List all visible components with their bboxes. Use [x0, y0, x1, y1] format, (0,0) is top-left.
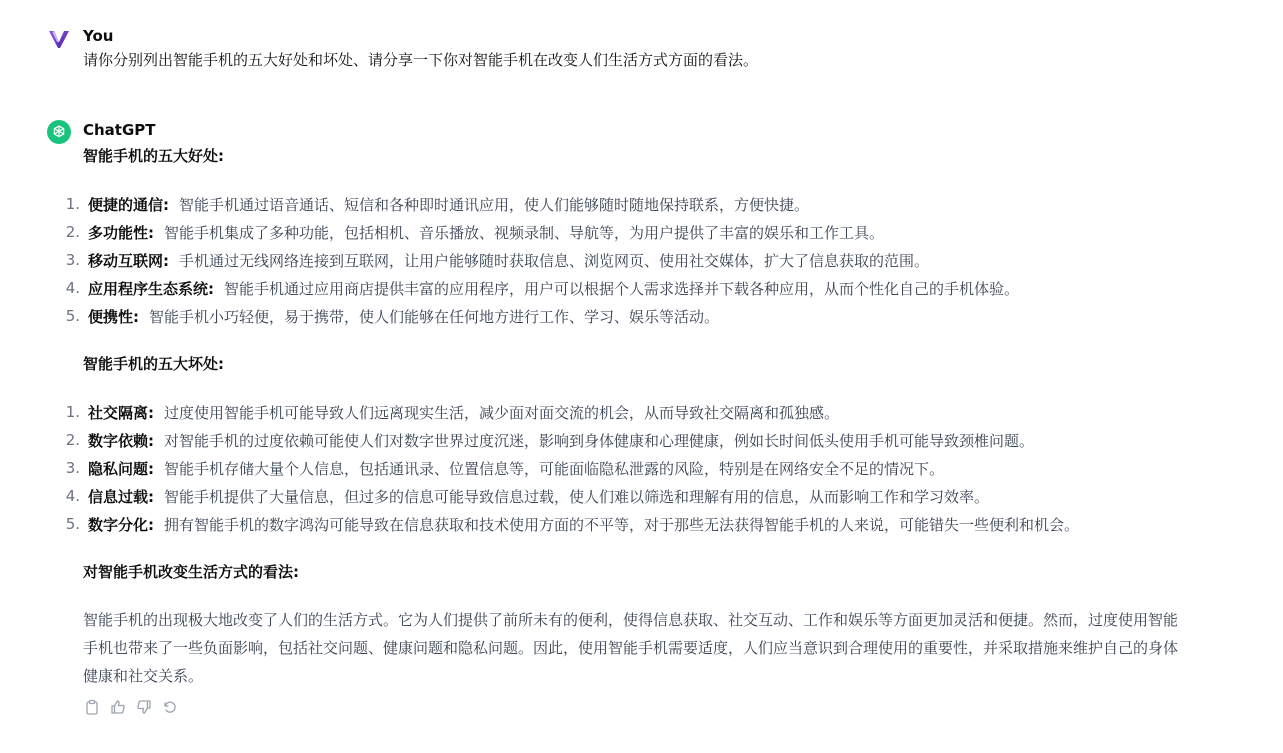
benefit-item — [60, 274, 1019, 302]
opinion-heading: 对智能手机改变生活方式的看法: — [83, 563, 300, 581]
drawback-desc: 对智能手机的过度依赖可能使人们对数字世界过度沉迷，影响到身体健康和心理健康，例如长时间低头使用手机可能导致颈椎问题。 — [164, 431, 1035, 450]
user-avatar — [47, 27, 71, 51]
drawback-item — [60, 398, 1079, 426]
list-number: 3. — [65, 251, 80, 269]
benefit-desc: 智能手机集成了多种功能，包括相机、音乐播放、视频录制、导航等，为用户提供了丰富的娱乐和工作工具。 — [164, 223, 885, 242]
drawback-item — [60, 454, 1079, 482]
drawback-desc: 过度使用智能手机可能导致人们远离现实生活，减少面对面交流的机会，从而导致社交隔离和孤独感。 — [164, 403, 840, 422]
assistant-name: ChatGPT — [83, 121, 156, 139]
list-number: 2. — [65, 223, 80, 241]
benefit-term: 应用程序生态系统: — [88, 279, 214, 298]
benefit-desc: 智能手机通过语音通话、短信和各种即时通讯应用，使人们能够随时随地保持联系，方便快捷。 — [179, 195, 810, 214]
benefit-desc: 智能手机小巧轻便，易于携带，使人们能够在任何地方进行工作、学习、娱乐等活动。 — [149, 307, 720, 326]
list-number: 2. — [65, 431, 80, 449]
drawbacks-list — [60, 398, 1079, 538]
benefit-item — [60, 302, 1019, 330]
opinion-paragraph: 智能手机的出现极大地改变了人们的生活方式。它为人们提供了前所未有的便利，使得信息获取、社交互动、工作和娱乐等方面更加灵活和便捷。然而，过度使用智能手机也带来了一些负面影响，包括社交问题、健康问题和隐私问题。因此，使用智能手机需要适度，人们应当意识到合理使用的重要性，并采取措施来维护自己的身体健康和社交关系。 — [83, 611, 1179, 685]
benefit-item — [60, 190, 1019, 218]
benefit-term: 便携性: — [88, 307, 139, 326]
user-message: 请你分别列出智能手机的五大好处和坏处、请分享一下你对智能手机在改变人们生活方式方面的看法。 — [83, 51, 759, 69]
benefit-term: 移动互联网: — [88, 251, 169, 270]
drawback-desc: 智能手机提供了大量信息，但过多的信息可能导致信息过载，使人们难以筛选和理解有用的信息，从而影响工作和学习效率。 — [164, 487, 990, 506]
copy-button[interactable] — [83, 697, 101, 717]
drawback-item — [60, 510, 1079, 538]
list-number: 4. — [65, 487, 80, 505]
drawback-item — [60, 426, 1079, 454]
copy-icon — [84, 699, 100, 715]
list-number: 4. — [65, 279, 80, 297]
drawback-term: 信息过载: — [88, 487, 154, 506]
drawback-item — [60, 482, 1079, 510]
benefit-item — [60, 246, 1019, 274]
benefit-term: 多功能性: — [88, 223, 154, 242]
benefit-desc: 智能手机通过应用商店提供丰富的应用程序，用户可以根据个人需求选择并下载各种应用，从而个性化自己的手机体验。 — [224, 279, 1020, 298]
drawback-desc: 拥有智能手机的数字鸿沟可能导致在信息获取和技术使用方面的不平等，对于那些无法获得智能手机的人来说，可能错失一些便利和机会。 — [164, 515, 1080, 534]
list-number: 5. — [65, 515, 80, 533]
thumbs-up-icon — [110, 699, 126, 715]
thumbs-up-button[interactable] — [109, 697, 127, 717]
drawback-term: 隐私问题: — [88, 459, 154, 478]
openai-logo-icon — [51, 124, 67, 140]
list-number: 1. — [65, 403, 80, 421]
list-number: 1. — [65, 195, 80, 213]
benefit-item — [60, 218, 1019, 246]
regenerate-icon — [162, 699, 178, 715]
benefits-list — [60, 190, 1019, 330]
message-actions — [83, 697, 179, 717]
regenerate-button[interactable] — [161, 697, 179, 717]
user-name: You — [83, 27, 114, 45]
drawbacks-heading: 智能手机的五大坏处: — [83, 355, 224, 373]
thumbs-down-icon — [136, 699, 152, 715]
user-logo-icon — [47, 27, 71, 51]
list-number: 3. — [65, 459, 80, 477]
drawback-term: 社交隔离: — [88, 403, 154, 422]
thumbs-down-button[interactable] — [135, 697, 153, 717]
drawback-desc: 智能手机存储大量个人信息，包括通讯录、位置信息等，可能面临隐私泄露的风险，特别是在网络安全不足的情况下。 — [164, 459, 945, 478]
benefit-desc: 手机通过无线网络连接到互联网，让用户能够随时获取信息、浏览网页、使用社交媒体，扩大了信息获取的范围。 — [179, 251, 930, 270]
benefits-heading: 智能手机的五大好处: — [83, 147, 224, 165]
drawback-term: 数字依赖: — [88, 431, 154, 450]
assistant-avatar — [47, 120, 71, 144]
list-number: 5. — [65, 307, 80, 325]
benefit-term: 便捷的通信: — [88, 195, 169, 214]
drawback-term: 数字分化: — [88, 515, 154, 534]
